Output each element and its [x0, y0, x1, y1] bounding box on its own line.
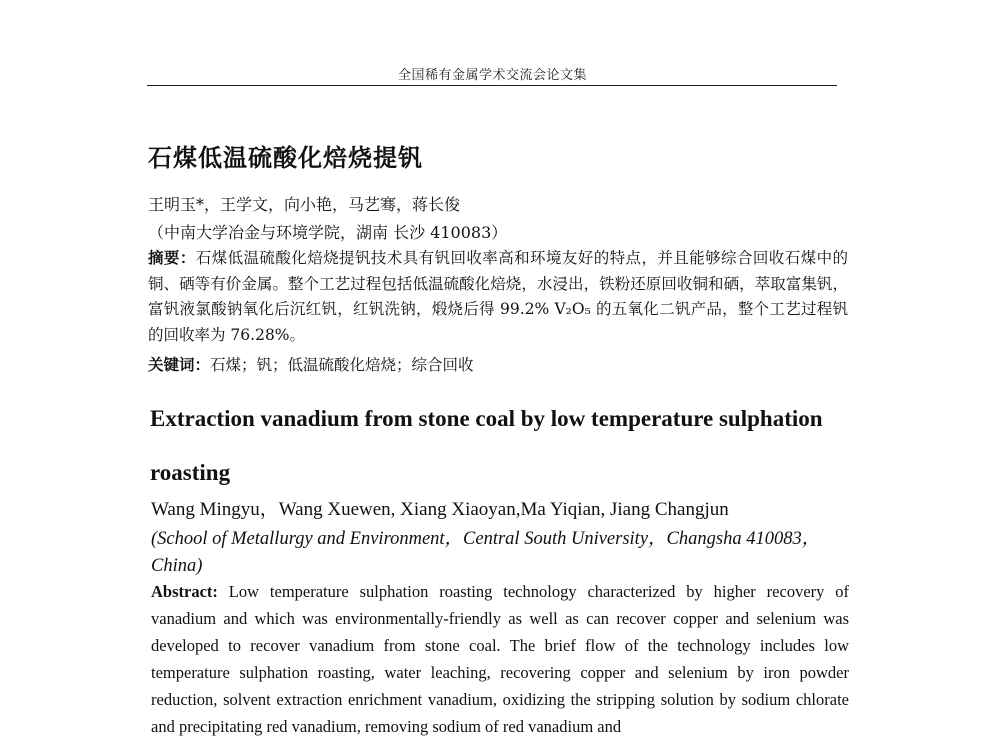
chinese-abstract-label: 摘要：: [148, 248, 196, 267]
english-abstract-text: Low temperature sulphation roasting technology characterized by higher recovery of vanadium and which was environmentally-friendly as well as can recover copper and selenium was developed to recover vanadium from stone coal. The brief flow of the technology includes low temperature sulphation roasting, water leaching, recovering copper and selenium by iron powder reduction, solvent extraction enrichment vanadium, oxidizing the stripping solution by sodium chlorate and precipitating red vanadium, removing sodium of red vanadium and: [151, 582, 850, 736]
chinese-keywords: [148, 353, 474, 375]
english-abstract: [151, 578, 849, 740]
chinese-title: 石煤低温硫酸化焙烧提钒: [148, 143, 423, 172]
chinese-abstract: [148, 245, 848, 348]
chinese-abstract-text: 石煤低温硫酸化焙烧提钒技术具有钒回收率高和环境友好的特点，并且能够综合回收石煤中的铜、硒等有价金属。整个工艺过程包括低温硫酸化焙烧，水浸出，铁粉还原回收铜和硒，萃取富集钒，富钒液氯酸钠氧化后沉红钒，红钒洗钠，煅烧后得 99.2% V₂O₅ 的五氧化二钒产品，整个工艺过程钒的回收率为 76.28%。: [148, 249, 848, 344]
running-head: 全国稀有金属学术交流会论文集: [398, 68, 588, 83]
english-abstract-label: Abstract:: [151, 582, 218, 601]
chinese-keywords-label: 关键词：: [148, 355, 211, 374]
english-title: Extraction vanadium from stone coal by low temperature sulphation roasting: [150, 406, 823, 485]
header-rule: [147, 85, 837, 86]
english-affiliation: (School of Metallurgy and Environment，Central South University，Changsha 410083，China): [151, 529, 821, 576]
chinese-affiliation: （中南大学冶金与环境学院，湖南 长沙 410083）: [148, 223, 508, 242]
chinese-keywords-text: 石煤；钒；低温硫酸化焙烧；综合回收: [210, 356, 474, 374]
english-authors: Wang Mingyu，Wang Xuewen, Xiang Xiaoyan,Ma Yiqian, Jiang Changjun: [151, 499, 729, 520]
chinese-authors: 王明玉*，王学文，向小艳，马艺骞，蒋长俊: [148, 195, 461, 214]
